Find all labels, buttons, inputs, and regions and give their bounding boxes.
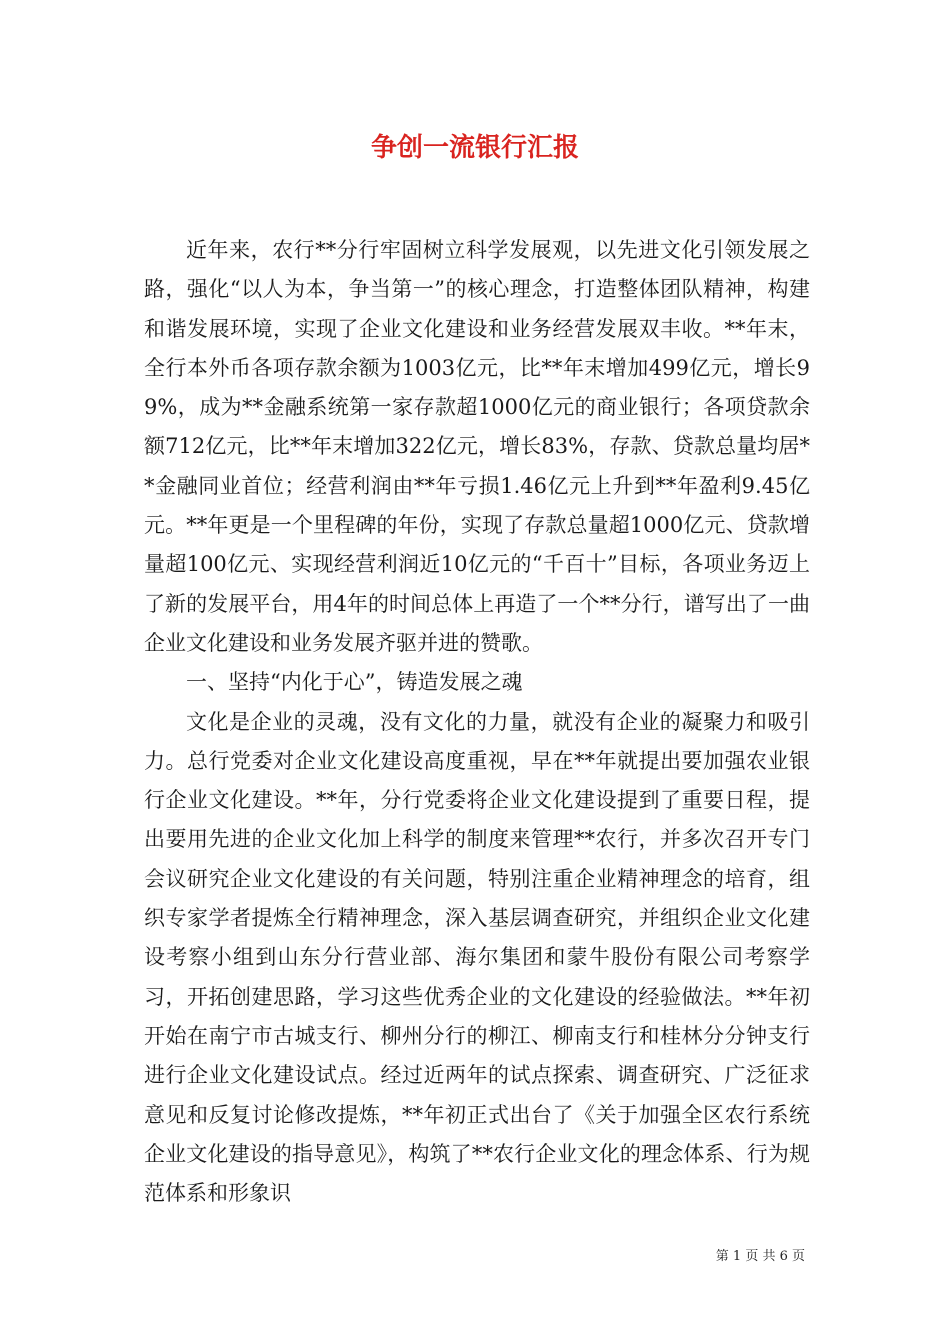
paragraph-intro: 近年来，农行**分行牢固树立科学发展观，以先进文化引领发展之路，强化“以人为本，争当第一”的核心理念，打造整体团队精神，构建和谐发展环境，实现了企业文化建设和业务经营发展双丰收。**年末，全行本外币各项存款余额为1003亿元，比**年末增加499亿元，增长99%，成为**金融系统第一家存款超1000亿元的商业银行；各项贷款余额712亿元，比**年末增加322亿元，增长83%，存款、贷款总量均居**金融同业首位；经营利润由**年亏损1.46亿元上升到**年盈利9.45亿元。**年更是一个里程碑的年份，实现了存款总量超1000亿元、贷款增量超100亿元、实现经营利润近10亿元的“千百十”目标，各项业务迈上了新的发展平台，用4年的时间总体上再造了一个**分行，谱写出了一曲企业文化建设和业务发展齐驱并进的赞歌。 [144, 238, 810, 655]
document-body [144, 231, 810, 1213]
document-title: 争创一流银行汇报 [370, 133, 579, 163]
section-heading-1: 一、坚持“内化于心”，铸造发展之魂 [186, 670, 523, 695]
paragraph-culture: 文化是企业的灵魂，没有文化的力量，就没有企业的凝聚力和吸引力。总行党委对企业文化建设高度重视，早在**年就提出要加强农业银行企业文化建设。**年，分行党委将企业文化建设提到了重要日程，提出要用先进的企业文化加上科学的制度来管理**农行，并多次召开专门会议研究企业文化建设的有关问题，特别注重企业精神理念的培育，组织专家学者提炼全行精神理念，深入基层调查研究，并组织企业文化建设考察小组到山东分行营业部、海尔集团和蒙牛股份有限公司考察学习，开拓创建思路，学习这些优秀企业的文化建设的经验做法。**年初开始在南宁市古城支行、柳州分行的柳江、柳南支行和桂林分分钟支行进行企业文化建设试点。经过近两年的试点探索、调查研究、广泛征求意见和反复讨论修改提炼，**年初正式出台了《关于加强全区农行系统企业文化建设的指导意见》，构筑了**农行企业文化的理念体系、行为规范体系和形象识 [144, 709, 810, 1206]
page-number-footer: 第 1 页 共 6 页 [715, 1249, 805, 1264]
